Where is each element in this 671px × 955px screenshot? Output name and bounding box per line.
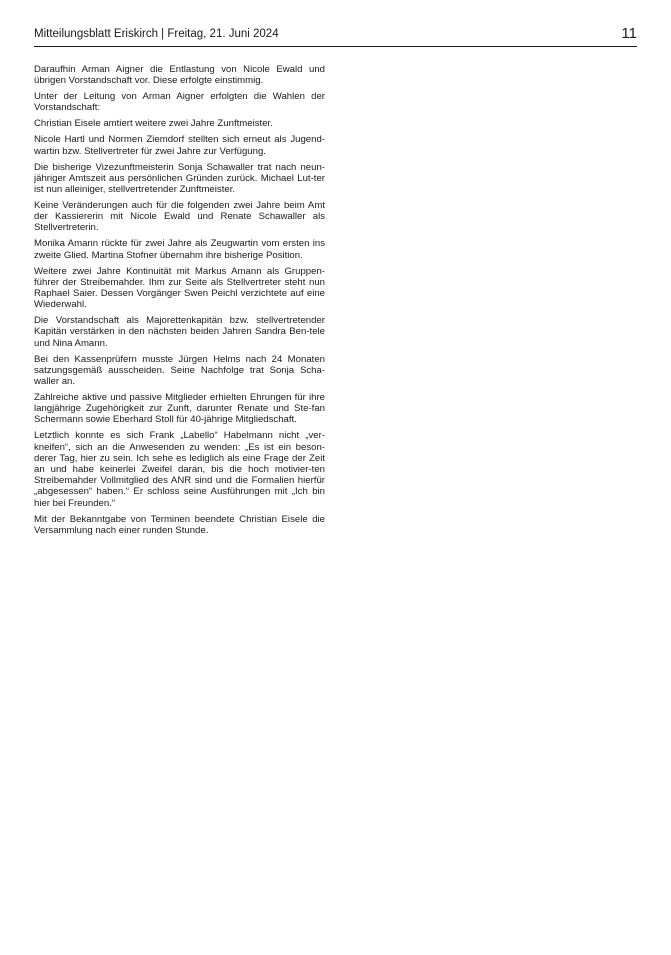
paragraph: Nicole Hartl und Normen Ziemdorf stellten sich erneut als Jugend-wartin bzw. Stellvertreter für zwei Jahre zur Verfügung. — [34, 134, 325, 157]
page-header — [34, 26, 637, 47]
paragraph: Monika Amann rückte für zwei Jahre als Zeugwartin vom ersten ins zweite Glied. Martina Stofner übernahm ihre bisherige Position. — [34, 238, 325, 261]
paragraph: Mit der Bekanntgabe von Terminen beendete Christian Eisele die Versammlung nach einer runden Stunde. — [34, 513, 325, 536]
paragraph: Weitere zwei Jahre Kontinuität mit Markus Amann als Gruppen-führer der Streibemahder. Ihm zur Seite als Stellvertreter steht nun Raphael Saier. Dessen Vorgänger Swen Peichl verzichtete auf eine Wiederwahl. — [34, 265, 325, 311]
paragraph: Daraufhin Arman Aigner die Entlastung von Nicole Ewald und übrigen Vorstandschaft vor. Diese erfolgte einstimmig. — [34, 64, 325, 87]
header-title: Mitteilungsblatt Eriskirch | Freitag, 21. Juni 2024 — [34, 28, 279, 40]
paragraph: Keine Veränderungen auch für die folgenden zwei Jahre beim Amt der Kassiererin mit Nicole Ewald und Renate Schawaller als Stellvertreterin. — [34, 200, 325, 234]
paragraph: Letztlich konnte es sich Frank „Labello“ Habelmann nicht „ver-kneifen“, sich an die Anwesenden zu wenden: „Es ist ein beson-derer Tag, hier zu sein. Ich sehe es lediglich als eine Frage der Zeit an und habe keinerlei Zweifel daran, bis die hoch motivier-ten Streibemahder Vollmitglied des ANR sind und die Formalien hierfür „abgesessen“ haben.“ Er schloss seine Ausführungen mit „Ich bin hier bei Freunden.“ — [34, 430, 325, 509]
page-number: 11 — [621, 25, 637, 42]
paragraph: Bei den Kassenprüfern musste Jürgen Helms nach 24 Monaten satzungsgemäß ausscheiden. Seine Nachfolge trat Sonja Scha-waller an. — [34, 353, 325, 388]
paragraph: Die Vorstandschaft als Majorettenkapitän bzw. stellvertretender Kapitän verstärken in den nächsten beiden Jahren Sandra Ben-tele und Nina Amann. — [34, 315, 325, 349]
paragraph: Zahlreiche aktive und passive Mitglieder erhielten Ehrungen für ihre langjährige Zugehörigkeit zur Zunft, darunter Renate und Ste-fan Schermann sowie Eberhard Stoll für 40-jährige Mitgliedschaft. — [34, 392, 325, 426]
paragraph: Unter der Leitung von Arman Aigner erfolgten die Wahlen der Vorstandschaft: — [34, 91, 325, 114]
paragraph: Christian Eisele amtiert weitere zwei Jahre Zunftmeister. — [34, 118, 273, 130]
article-column — [34, 64, 325, 541]
paragraph: Die bisherige Vizezunftmeisterin Sonja Schawaller trat nach neun-jähriger Amtszeit aus persönlichen Gründen zurück. Michael Lut-ter ist nun alleiniger, stellvertretender Zunftmeister. — [34, 161, 325, 196]
